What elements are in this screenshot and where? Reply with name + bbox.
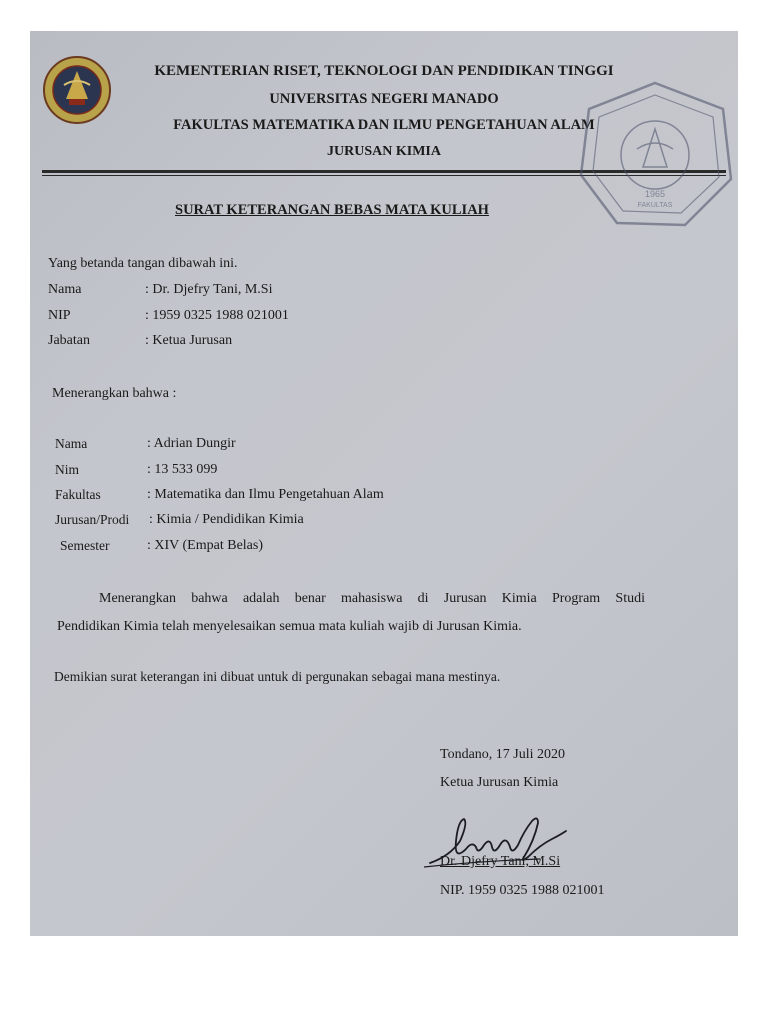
place-date: Tondano, 17 Juli 2020 [440, 747, 566, 762]
body-line-1: Menerangkan bahwa adalah benar mahasiswa di Jurusan Kimia Program Studi [99, 591, 645, 606]
student-semester-value: : XIV (Empat Belas) [147, 538, 263, 553]
student-department-value: : Kimia / Pendidikan Kimia [149, 512, 304, 527]
student-name-value: : Adrian Dungir [147, 436, 236, 451]
signer-nip-signed: NIP. 1959 0325 1988 021001 [440, 883, 605, 898]
body-line-2: Pendidikan Kimia telah menyelesaikan semua mata kuliah wajib di Jurusan Kimia. [57, 619, 522, 634]
student-name-label: Nama [55, 436, 88, 451]
signer-position-value: : Ketua Jurusan [145, 333, 233, 348]
signer-position-label: Jabatan [48, 333, 90, 348]
student-nim-label: Nim [55, 462, 80, 477]
document-page [30, 31, 738, 936]
stamp-year: 1965 [644, 189, 666, 199]
student-semester-label: Semester [60, 538, 110, 553]
intro-text: Yang betanda tangan dibawah ini. [48, 256, 238, 271]
closing-text: Demikian surat keterangan ini dibuat untuk di pergunakan sebagai mana mestinya. [54, 669, 501, 684]
signer-nip-value: : 1959 0325 1988 021001 [145, 308, 289, 323]
signer-nip-label: NIP [48, 308, 71, 323]
student-department-label: Jurusan/Prodi [55, 512, 130, 527]
header-ministry: KEMENTERIAN RISET, TEKNOLOGI DAN PENDIDIKAN TINGGI [154, 63, 614, 79]
student-nim-value: : 13 533 099 [147, 462, 218, 477]
student-faculty-value: : Matematika dan Ilmu Pengetahuan Alam [147, 487, 384, 502]
header-university: UNIVERSITAS NEGERI MANADO [269, 91, 499, 107]
statement-intro: Menerangkan bahwa : [52, 386, 177, 401]
signer-name-value: : Dr. Djefry Tani, M.Si [145, 282, 273, 297]
signer-name-label: Nama [48, 282, 82, 297]
header-faculty: FAKULTAS MATEMATIKA DAN ILMU PENGETAHUAN ALAM [173, 117, 595, 133]
faculty-stamp [575, 79, 735, 229]
signer-name-signed: Dr. Djefry Tani, M.Si [440, 854, 561, 869]
stamp-inner-text: FAKULTAS [637, 202, 673, 209]
header-department: JURUSAN KIMIA [327, 144, 441, 159]
student-faculty-label: Fakultas [55, 487, 101, 502]
signer-position: Ketua Jurusan Kimia [440, 775, 559, 790]
document-title: SURAT KETERANGAN BEBAS MATA KULIAH [175, 202, 489, 218]
